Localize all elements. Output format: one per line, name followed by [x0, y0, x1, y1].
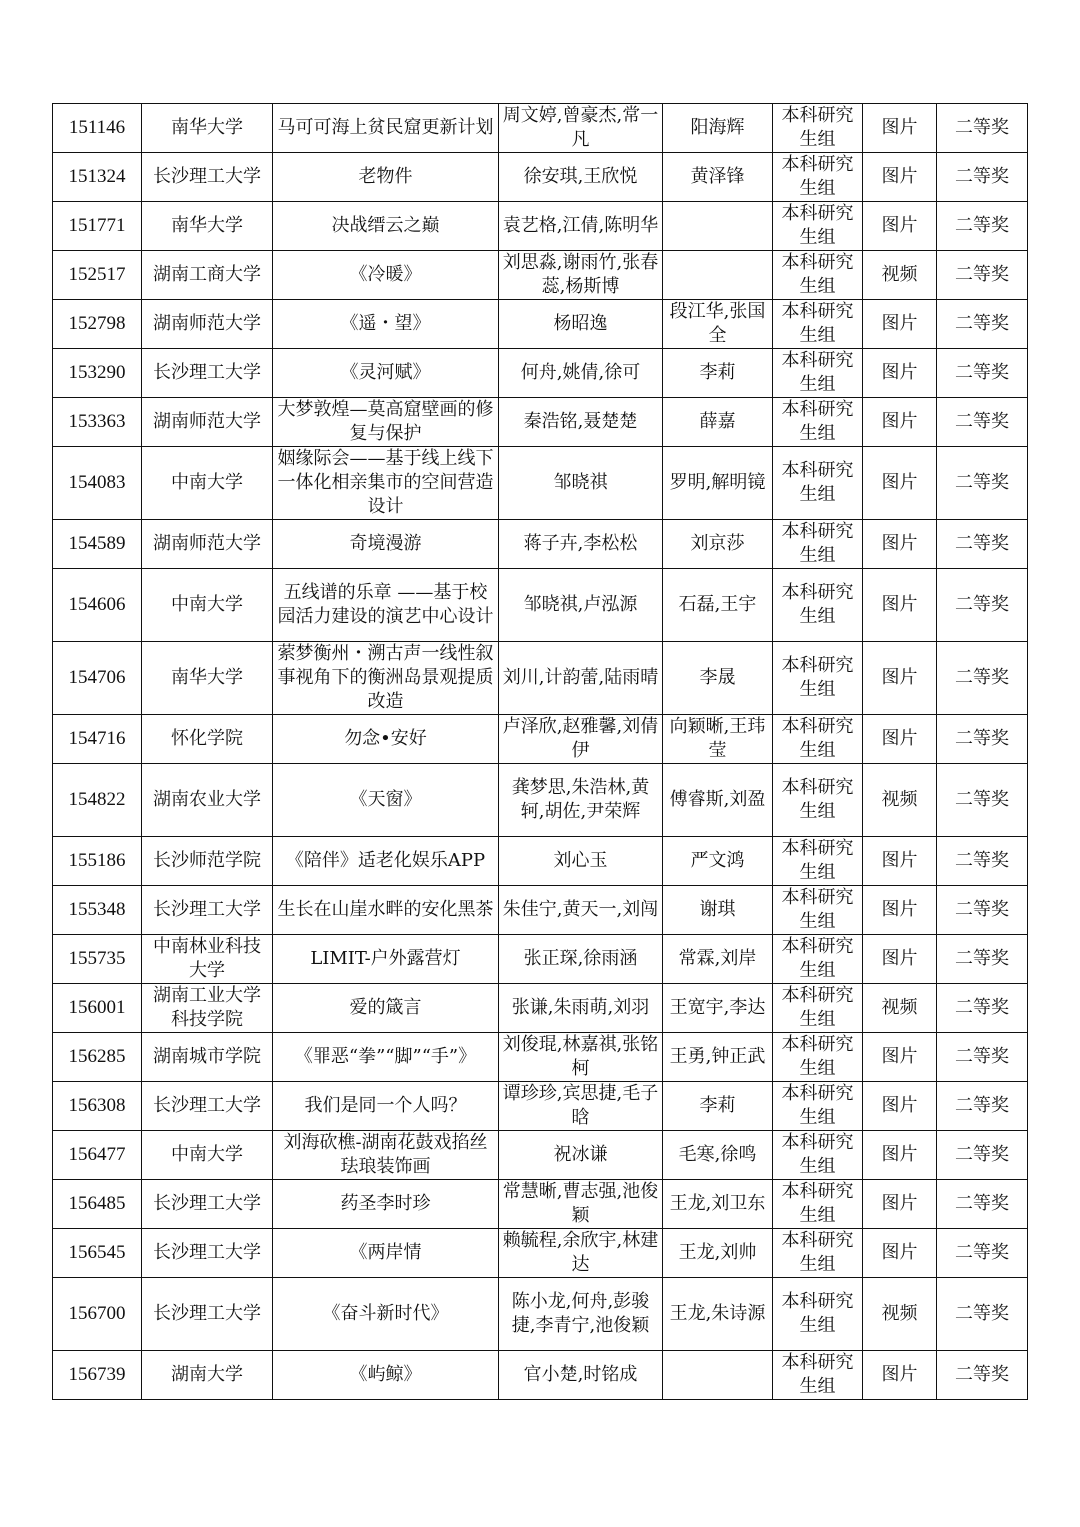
author-names-cell: 常慧晰,曹志强,池俊颖	[499, 1180, 663, 1229]
award-level-cell: 二等奖	[937, 520, 1028, 569]
table-row	[53, 1180, 1028, 1229]
work-type-cell: 图片	[863, 1180, 937, 1229]
author-names-cell: 祝冰谦	[499, 1131, 663, 1180]
table-row	[53, 837, 1028, 886]
table-row	[53, 398, 1028, 447]
work-title-cell: 《灵河赋》	[273, 349, 499, 398]
entry-id-cell: 155348	[53, 886, 142, 935]
work-title-cell: 马可可海上贫民窟更新计划	[273, 104, 499, 153]
school-name-cell: 长沙理工大学	[142, 1082, 273, 1131]
group-category-cell: 本科研究生组	[773, 1131, 863, 1180]
work-title-cell: 奇境漫游	[273, 520, 499, 569]
work-type-cell: 图片	[863, 569, 937, 642]
school-name-cell: 长沙理工大学	[142, 1278, 273, 1351]
work-type-cell: 图片	[863, 886, 937, 935]
work-title-cell: LIMIT-户外露营灯	[273, 935, 499, 984]
author-names-cell: 杨昭逸	[499, 300, 663, 349]
author-names-cell: 刘川,计韵蕾,陆雨晴	[499, 642, 663, 715]
work-title-cell: 《屿鲸》	[273, 1351, 499, 1400]
advisor-names-cell: 李晟	[663, 642, 773, 715]
group-category-cell: 本科研究生组	[773, 251, 863, 300]
author-names-cell: 邹晓祺	[499, 447, 663, 520]
author-names-cell: 蒋子卉,李松松	[499, 520, 663, 569]
work-type-cell: 图片	[863, 349, 937, 398]
award-level-cell: 二等奖	[937, 984, 1028, 1033]
entry-id-cell: 154822	[53, 764, 142, 837]
work-type-cell: 图片	[863, 398, 937, 447]
group-category-cell: 本科研究生组	[773, 886, 863, 935]
school-name-cell: 长沙师范学院	[142, 837, 273, 886]
entry-id-cell: 156485	[53, 1180, 142, 1229]
table-row	[53, 1033, 1028, 1082]
group-category-cell: 本科研究生组	[773, 1351, 863, 1400]
group-category-cell: 本科研究生组	[773, 153, 863, 202]
award-level-cell: 二等奖	[937, 1229, 1028, 1278]
entry-id-cell: 156700	[53, 1278, 142, 1351]
award-level-cell: 二等奖	[937, 1278, 1028, 1351]
author-names-cell: 邹晓祺,卢泓源	[499, 569, 663, 642]
entry-id-cell: 156545	[53, 1229, 142, 1278]
group-category-cell: 本科研究生组	[773, 642, 863, 715]
school-name-cell: 湖南大学	[142, 1351, 273, 1400]
group-category-cell: 本科研究生组	[773, 300, 863, 349]
school-name-cell: 湖南师范大学	[142, 520, 273, 569]
group-category-cell: 本科研究生组	[773, 984, 863, 1033]
entry-id-cell: 151771	[53, 202, 142, 251]
work-title-cell: 萦梦衡州・溯古声一线性叙事视角下的衡洲岛景观提质改造	[273, 642, 499, 715]
school-name-cell: 中南林业科技大学	[142, 935, 273, 984]
work-title-cell: 《遥・望》	[273, 300, 499, 349]
entry-id-cell: 156001	[53, 984, 142, 1033]
work-type-cell: 图片	[863, 300, 937, 349]
work-type-cell: 图片	[863, 153, 937, 202]
work-title-cell: 《两岸情	[273, 1229, 499, 1278]
advisor-names-cell: 王龙,刘帅	[663, 1229, 773, 1278]
work-title-cell: 爱的箴言	[273, 984, 499, 1033]
table-row	[53, 1351, 1028, 1400]
work-type-cell: 图片	[863, 1229, 937, 1278]
work-title-cell: 《天窗》	[273, 764, 499, 837]
work-type-cell: 视频	[863, 251, 937, 300]
author-names-cell: 秦浩铭,聂楚楚	[499, 398, 663, 447]
school-name-cell: 南华大学	[142, 202, 273, 251]
table-row	[53, 153, 1028, 202]
award-level-cell: 二等奖	[937, 251, 1028, 300]
group-category-cell: 本科研究生组	[773, 837, 863, 886]
school-name-cell: 湖南工业大学科技学院	[142, 984, 273, 1033]
work-title-cell: 《罪恶“拳”“脚”“手”》	[273, 1033, 499, 1082]
school-name-cell: 中南大学	[142, 569, 273, 642]
advisor-names-cell: 王宽宇,李达	[663, 984, 773, 1033]
work-title-cell: 决战缙云之巅	[273, 202, 499, 251]
work-title-cell: 药圣李时珍	[273, 1180, 499, 1229]
work-type-cell: 图片	[863, 104, 937, 153]
group-category-cell: 本科研究生组	[773, 1278, 863, 1351]
table-row	[53, 642, 1028, 715]
author-names-cell: 朱佳宁,黄天一,刘闯	[499, 886, 663, 935]
table-row	[53, 569, 1028, 642]
work-type-cell: 视频	[863, 1278, 937, 1351]
entry-id-cell: 152517	[53, 251, 142, 300]
entry-id-cell: 156739	[53, 1351, 142, 1400]
group-category-cell: 本科研究生组	[773, 935, 863, 984]
advisor-names-cell	[663, 202, 773, 251]
table-row	[53, 251, 1028, 300]
work-type-cell: 图片	[863, 642, 937, 715]
award-level-cell: 二等奖	[937, 837, 1028, 886]
award-level-cell: 二等奖	[937, 764, 1028, 837]
work-type-cell: 图片	[863, 715, 937, 764]
entry-id-cell: 156285	[53, 1033, 142, 1082]
advisor-names-cell	[663, 1351, 773, 1400]
table-row	[53, 202, 1028, 251]
work-title-cell: 老物件	[273, 153, 499, 202]
school-name-cell: 湖南师范大学	[142, 300, 273, 349]
award-level-cell: 二等奖	[937, 1033, 1028, 1082]
group-category-cell: 本科研究生组	[773, 764, 863, 837]
awards-table	[52, 103, 1028, 1400]
author-names-cell: 刘思淼,谢雨竹,张春蕊,杨斯博	[499, 251, 663, 300]
school-name-cell: 南华大学	[142, 642, 273, 715]
author-names-cell: 周文婷,曾豪杰,常一凡	[499, 104, 663, 153]
author-names-cell: 何舟,姚倩,徐可	[499, 349, 663, 398]
entry-id-cell: 155735	[53, 935, 142, 984]
entry-id-cell: 154606	[53, 569, 142, 642]
work-type-cell: 图片	[863, 1082, 937, 1131]
work-type-cell: 图片	[863, 1131, 937, 1180]
author-names-cell: 赖毓程,余欣宇,林建达	[499, 1229, 663, 1278]
advisor-names-cell: 石磊,王宇	[663, 569, 773, 642]
award-level-cell: 二等奖	[937, 349, 1028, 398]
work-type-cell: 图片	[863, 837, 937, 886]
award-level-cell: 二等奖	[937, 886, 1028, 935]
work-type-cell: 视频	[863, 984, 937, 1033]
table-row	[53, 300, 1028, 349]
table-row	[53, 1082, 1028, 1131]
advisor-names-cell: 王龙,刘卫东	[663, 1180, 773, 1229]
work-title-cell: 勿念•安好	[273, 715, 499, 764]
group-category-cell: 本科研究生组	[773, 202, 863, 251]
author-names-cell: 袁艺格,江倩,陈明华	[499, 202, 663, 251]
work-type-cell: 视频	[863, 764, 937, 837]
advisor-names-cell: 黄泽锋	[663, 153, 773, 202]
entry-id-cell: 154589	[53, 520, 142, 569]
table-row	[53, 1278, 1028, 1351]
award-level-cell: 二等奖	[937, 398, 1028, 447]
table-row	[53, 764, 1028, 837]
work-type-cell: 图片	[863, 202, 937, 251]
award-level-cell: 二等奖	[937, 1082, 1028, 1131]
work-title-cell: 《冷暖》	[273, 251, 499, 300]
author-names-cell: 谭珍珍,宾思捷,毛子晗	[499, 1082, 663, 1131]
award-level-cell: 二等奖	[937, 1180, 1028, 1229]
entry-id-cell: 154083	[53, 447, 142, 520]
group-category-cell: 本科研究生组	[773, 1082, 863, 1131]
award-level-cell: 二等奖	[937, 202, 1028, 251]
group-category-cell: 本科研究生组	[773, 715, 863, 764]
author-names-cell: 徐安琪,王欣悦	[499, 153, 663, 202]
work-title-cell: 《奋斗新时代》	[273, 1278, 499, 1351]
entry-id-cell: 156477	[53, 1131, 142, 1180]
work-title-cell: 姻缘际会——基于线上线下一体化相亲集市的空间营造设计	[273, 447, 499, 520]
work-title-cell: 生长在山崖水畔的安化黑茶	[273, 886, 499, 935]
advisor-names-cell: 傅睿斯,刘盈	[663, 764, 773, 837]
school-name-cell: 中南大学	[142, 1131, 273, 1180]
advisor-names-cell: 向颖晰,王玮莹	[663, 715, 773, 764]
entry-id-cell: 153363	[53, 398, 142, 447]
table-row	[53, 1131, 1028, 1180]
entry-id-cell: 151146	[53, 104, 142, 153]
table-row	[53, 1229, 1028, 1278]
group-category-cell: 本科研究生组	[773, 569, 863, 642]
award-level-cell: 二等奖	[937, 300, 1028, 349]
entry-id-cell: 155186	[53, 837, 142, 886]
advisor-names-cell: 王勇,钟正武	[663, 1033, 773, 1082]
entry-id-cell: 154706	[53, 642, 142, 715]
group-category-cell: 本科研究生组	[773, 104, 863, 153]
group-category-cell: 本科研究生组	[773, 447, 863, 520]
advisor-names-cell: 李莉	[663, 1082, 773, 1131]
award-level-cell: 二等奖	[937, 1131, 1028, 1180]
table-body	[53, 104, 1028, 1400]
table-row	[53, 104, 1028, 153]
advisor-names-cell: 薛嘉	[663, 398, 773, 447]
advisor-names-cell: 李莉	[663, 349, 773, 398]
award-level-cell: 二等奖	[937, 1351, 1028, 1400]
entry-id-cell: 154716	[53, 715, 142, 764]
work-title-cell: 五线谱的乐章 ——基于校园活力建设的演艺中心设计	[273, 569, 499, 642]
table-row	[53, 715, 1028, 764]
advisor-names-cell: 常霖,刘岸	[663, 935, 773, 984]
entry-id-cell: 151324	[53, 153, 142, 202]
award-level-cell: 二等奖	[937, 569, 1028, 642]
work-title-cell: 我们是同一个人吗？	[273, 1082, 499, 1131]
group-category-cell: 本科研究生组	[773, 349, 863, 398]
advisor-names-cell: 段江华,张国全	[663, 300, 773, 349]
award-level-cell: 二等奖	[937, 447, 1028, 520]
group-category-cell: 本科研究生组	[773, 398, 863, 447]
school-name-cell: 怀化学院	[142, 715, 273, 764]
school-name-cell: 湖南农业大学	[142, 764, 273, 837]
school-name-cell: 长沙理工大学	[142, 153, 273, 202]
table-row	[53, 520, 1028, 569]
group-category-cell: 本科研究生组	[773, 1229, 863, 1278]
table-row	[53, 984, 1028, 1033]
school-name-cell: 南华大学	[142, 104, 273, 153]
group-category-cell: 本科研究生组	[773, 1180, 863, 1229]
work-type-cell: 图片	[863, 447, 937, 520]
advisor-names-cell	[663, 251, 773, 300]
author-names-cell: 官小楚,时铭成	[499, 1351, 663, 1400]
advisor-names-cell: 王龙,朱诗源	[663, 1278, 773, 1351]
award-level-cell: 二等奖	[937, 715, 1028, 764]
author-names-cell: 张谦,朱雨萌,刘羽	[499, 984, 663, 1033]
award-level-cell: 二等奖	[937, 153, 1028, 202]
award-level-cell: 二等奖	[937, 642, 1028, 715]
school-name-cell: 长沙理工大学	[142, 1229, 273, 1278]
author-names-cell: 龚梦思,朱浩林,黄轲,胡佐,尹荣辉	[499, 764, 663, 837]
work-type-cell: 图片	[863, 1351, 937, 1400]
school-name-cell: 中南大学	[142, 447, 273, 520]
school-name-cell: 湖南城市学院	[142, 1033, 273, 1082]
table-row	[53, 935, 1028, 984]
work-type-cell: 图片	[863, 520, 937, 569]
table-row	[53, 447, 1028, 520]
advisor-names-cell: 罗明,解明镜	[663, 447, 773, 520]
author-names-cell: 刘俊琨,林嘉祺,张铭柯	[499, 1033, 663, 1082]
work-type-cell: 图片	[863, 1033, 937, 1082]
advisor-names-cell: 阳海辉	[663, 104, 773, 153]
group-category-cell: 本科研究生组	[773, 1033, 863, 1082]
table-row	[53, 886, 1028, 935]
advisor-names-cell: 谢琪	[663, 886, 773, 935]
entry-id-cell: 153290	[53, 349, 142, 398]
advisor-names-cell: 刘京莎	[663, 520, 773, 569]
work-title-cell: 《陪伴》适老化娱乐APP	[273, 837, 499, 886]
work-title-cell: 大梦敦煌—莫高窟壁画的修复与保护	[273, 398, 499, 447]
work-type-cell: 图片	[863, 935, 937, 984]
entry-id-cell: 156308	[53, 1082, 142, 1131]
award-level-cell: 二等奖	[937, 935, 1028, 984]
award-level-cell: 二等奖	[937, 104, 1028, 153]
group-category-cell: 本科研究生组	[773, 520, 863, 569]
school-name-cell: 湖南师范大学	[142, 398, 273, 447]
school-name-cell: 湖南工商大学	[142, 251, 273, 300]
author-names-cell: 陈小龙,何舟,彭骏捷,李青宁,池俊颖	[499, 1278, 663, 1351]
author-names-cell: 张正琛,徐雨涵	[499, 935, 663, 984]
author-names-cell: 刘心玉	[499, 837, 663, 886]
advisor-names-cell: 严文鸿	[663, 837, 773, 886]
entry-id-cell: 152798	[53, 300, 142, 349]
school-name-cell: 长沙理工大学	[142, 886, 273, 935]
table-row	[53, 349, 1028, 398]
advisor-names-cell: 毛寒,徐鸣	[663, 1131, 773, 1180]
school-name-cell: 长沙理工大学	[142, 349, 273, 398]
author-names-cell: 卢泽欣,赵雅馨,刘倩伊	[499, 715, 663, 764]
school-name-cell: 长沙理工大学	[142, 1180, 273, 1229]
work-title-cell: 刘海砍樵-湖南花鼓戏掐丝珐琅装饰画	[273, 1131, 499, 1180]
